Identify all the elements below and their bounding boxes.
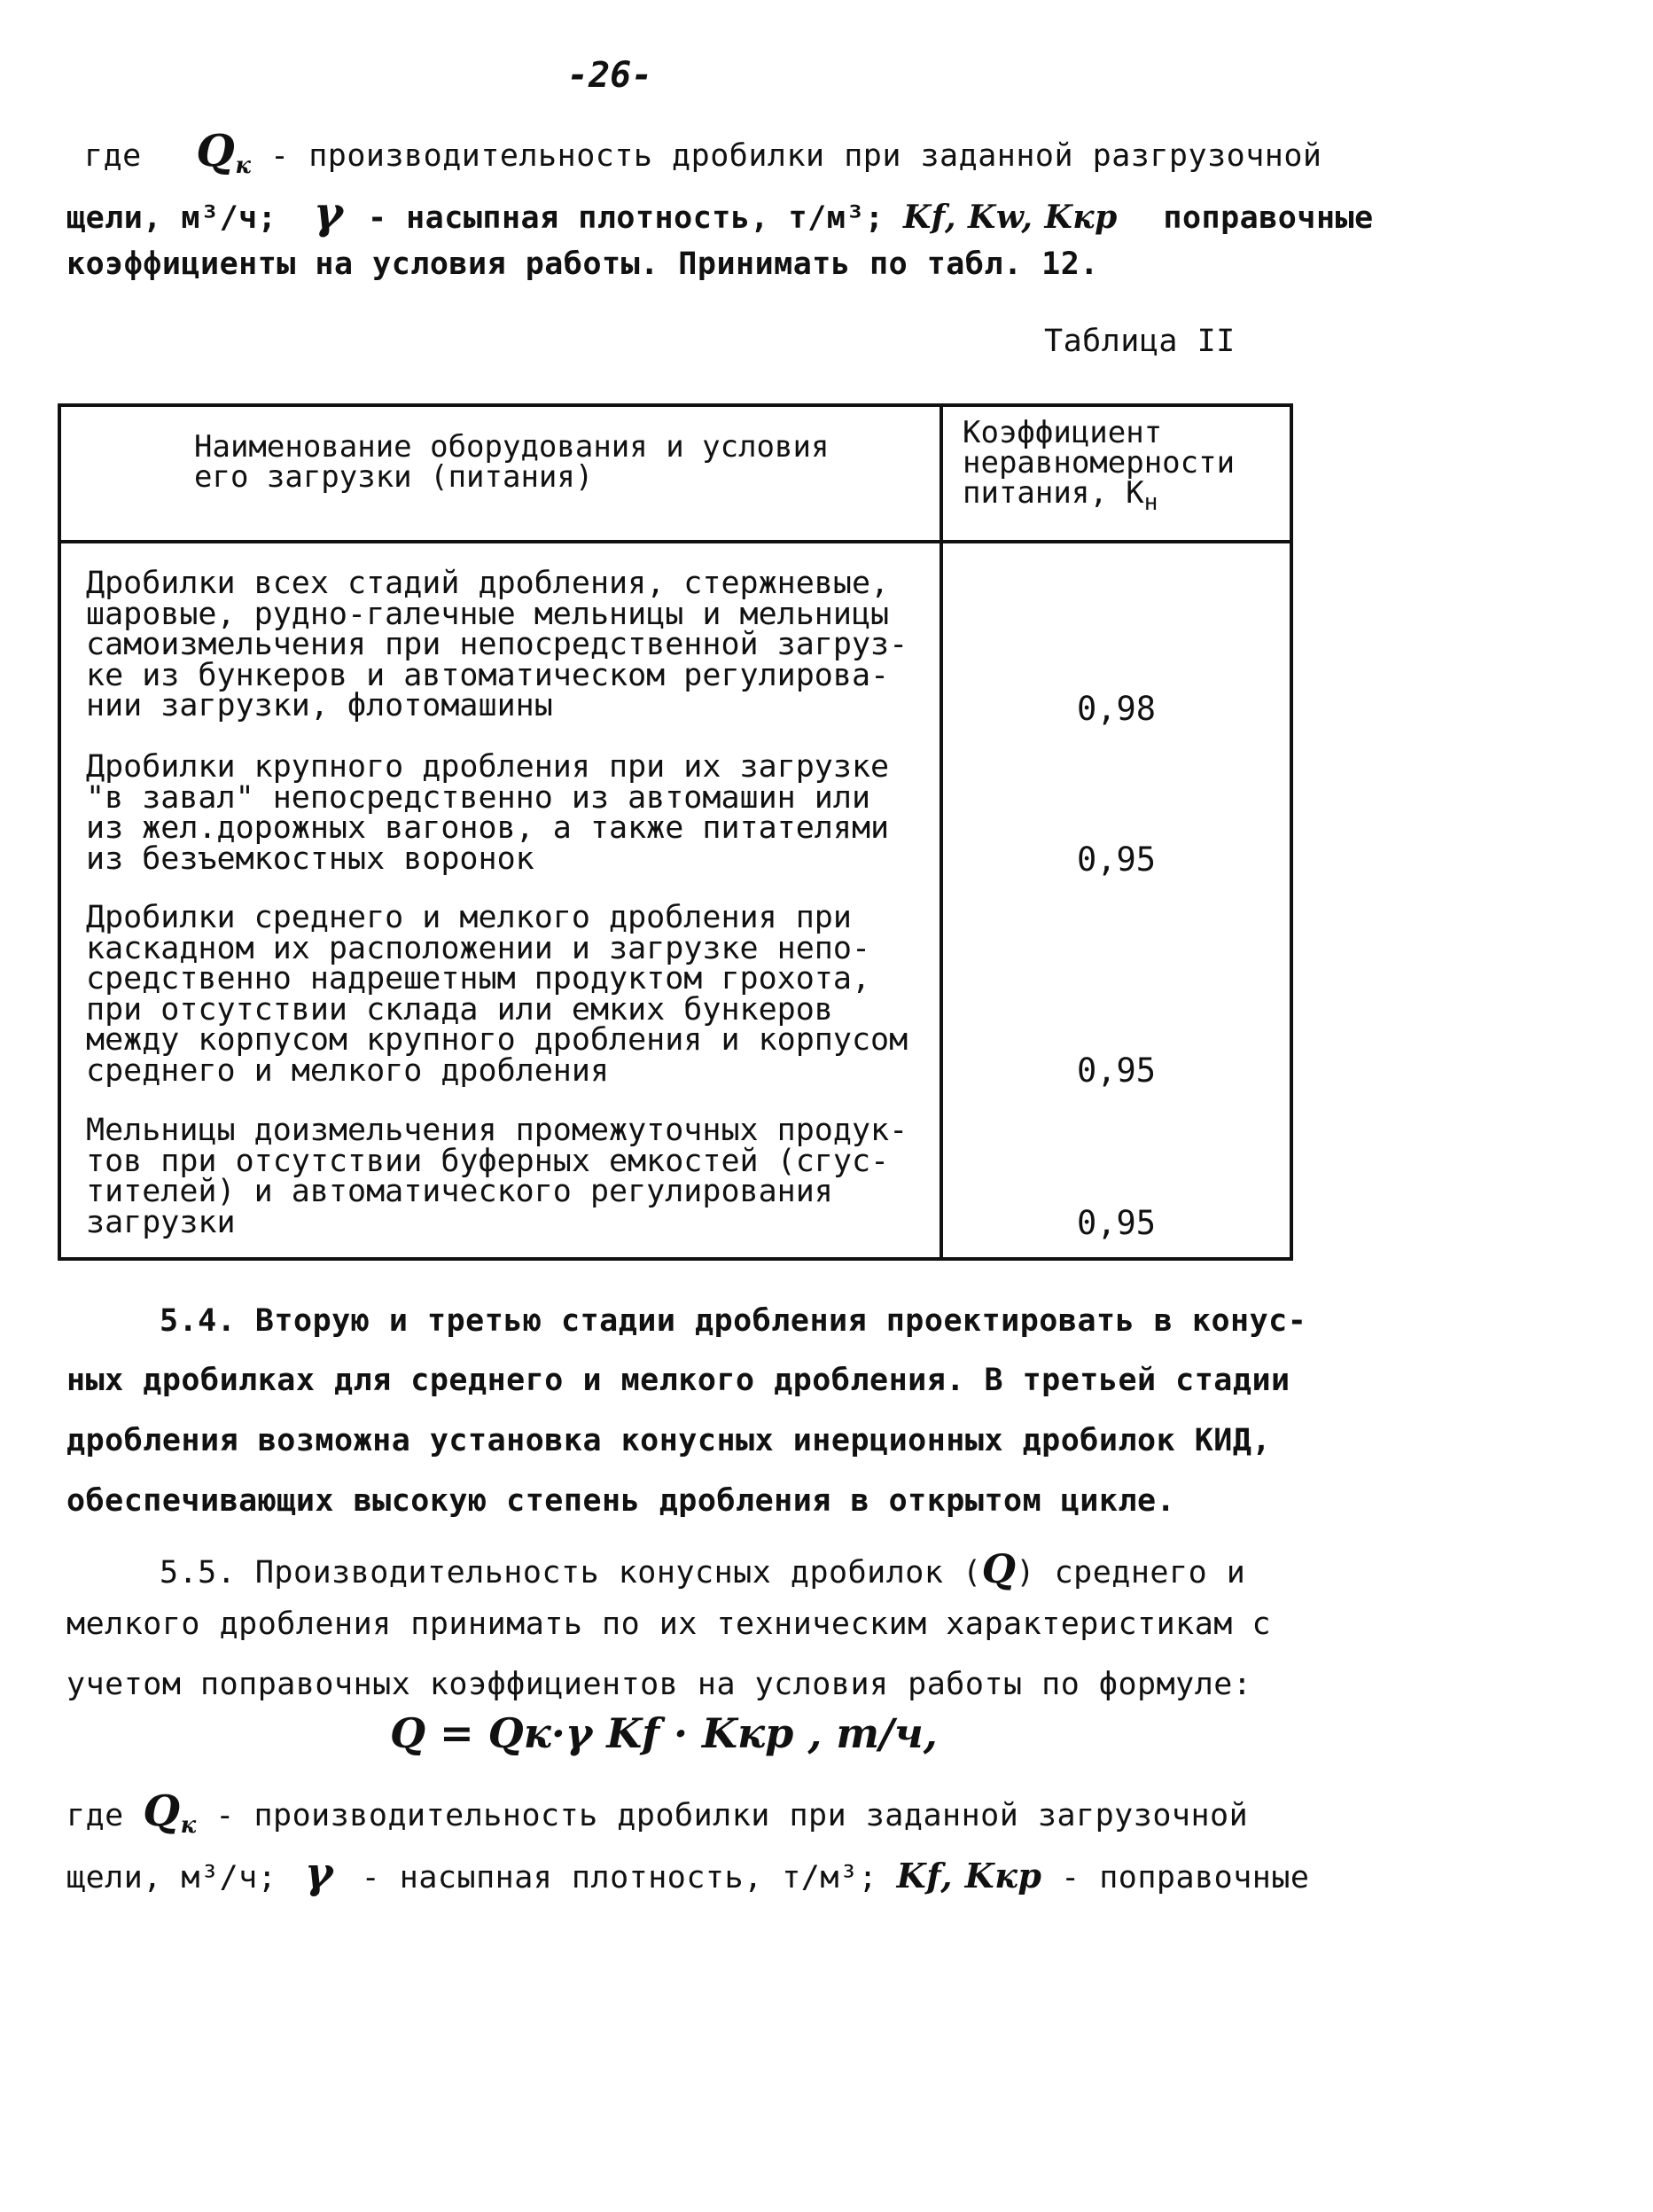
section-5-5-line-2: мелкого дробления принимать по их техническим характеристикам с <box>66 1606 1272 1642</box>
intro-line-3: коэффициенты на условия работы. Принимать по табл. 12. <box>66 246 1099 282</box>
table-row-3-text: Дробилки среднего и мелкого дробления при каскадном их расположении и загрузке непо- средственно надрешетным продуктом грохота, при отсутствии склада или емких бункеров между корпусом крупного дробления и корпусом среднего и мелкого дробления <box>86 900 908 1089</box>
symbol-q-2-subscript: к <box>180 1812 197 1839</box>
header-name-cell <box>59 405 941 542</box>
intro-line-1-text: - производительность дробилки при заданной разгрузочной <box>270 138 1322 174</box>
table-header-row <box>59 405 1291 542</box>
table-body-row <box>59 542 1291 1259</box>
table-11 <box>58 403 1293 1261</box>
symbol-q-2: Q <box>143 1786 181 1836</box>
body-text-column <box>59 542 941 1259</box>
intro-line-2-end: поправочные <box>1163 200 1374 236</box>
symbol-q: Q <box>196 124 236 176</box>
table-row-4-text: Мельницы доизмельчения промежуточных продук- тов при отсутствии буферных емкостей (сгус- тителей) и автоматического регулирования загрузки <box>86 1113 908 1240</box>
symbol-k-coefficients-2: Kf, Kкр <box>896 1856 1042 1895</box>
header-coef-cell <box>941 405 1291 542</box>
where-word: где <box>84 138 142 174</box>
table-row-2-text: Дробилки крупного дробления при их загрузке "в завал" непосредственно из автомашин или из жел.дорожных вагонов, а также питателями из безъемкостных воронок <box>86 749 890 877</box>
header-coef-wrap <box>943 407 1290 518</box>
intro-line-1 <box>84 124 1322 179</box>
section-5-4-line-3: дробления возможна установка конусных инерционных дробилок КИД, <box>66 1423 1272 1458</box>
section-5-4-line-1: 5.4. Вторую и третью стадии дробления проектировать в конус- <box>160 1303 1307 1339</box>
body-value-column <box>941 542 1291 1259</box>
capacity-formula: Q = Qк·γ Kf · Kкр , т/ч, <box>390 1709 938 1757</box>
table-row-1-text: Дробилки всех стадий дробления, стержневые, шаровые, рудно-галечные мельницы и мельницы самоизмельчения при непосредственной загруз- ке из бункеров и автоматическом регулирова- нии загрузки, флотомашины <box>86 566 908 723</box>
intro-line-2-mid: - насыпная плотность, т/м³; <box>367 200 885 236</box>
section-5-4-line-2: ных дробилках для среднего и мелкого дробления. В третьей стадии <box>66 1363 1290 1398</box>
header-name-text: Наименование оборудования и условия его загрузки (питания) <box>194 429 830 495</box>
section-5-5-line-1-b: ) среднего и <box>1016 1555 1246 1591</box>
header-coef-text: Коэффициент неравномерности питания, К <box>963 415 1236 511</box>
symbol-gamma: γ <box>313 186 344 238</box>
section-5-5-line-1 <box>160 1547 1245 1592</box>
section-5-5-line-5-mid: - насыпная плотность, т/м³; <box>361 1860 878 1895</box>
section-5-5-line-4 <box>66 1786 1248 1839</box>
intro-line-2-start: щели, м³/ч; <box>66 200 277 236</box>
header-coef-subscript: н <box>1143 489 1158 516</box>
section-5-4-line-4: обеспечивающих высокую степень дробления в открытом цикле. <box>66 1483 1176 1519</box>
page-number: -26- <box>567 55 653 96</box>
symbol-q-subscript: к <box>235 152 252 179</box>
intro-line-2 <box>66 186 1374 238</box>
table-caption: Таблица II <box>1044 324 1236 359</box>
section-5-5-line-5-end: - поправочные <box>1061 1860 1310 1895</box>
section-5-5-line-1-a: 5.5. Производительность конусных дробилок ( <box>160 1555 982 1591</box>
body-value-wrap <box>943 543 1290 1257</box>
table-row-4-value: 0,95 <box>1076 1204 1157 1242</box>
section-5-5-line-5-start: щели, м³/ч; <box>66 1860 277 1895</box>
symbol-q-capacity: Q <box>981 1547 1017 1592</box>
body-text-wrap <box>61 543 940 1257</box>
table-row-3-value: 0,95 <box>1076 1051 1157 1090</box>
section-5-5-line-3: учетом поправочных коэффициентов на условия работы по формуле: <box>66 1667 1252 1702</box>
where-word-2: где <box>66 1798 124 1833</box>
section-5-5-line-5 <box>66 1849 1310 1898</box>
symbol-gamma-2: γ <box>304 1849 334 1898</box>
section-5-5-line-4-text: - производительность дробилки при заданной загрузочной <box>215 1798 1249 1833</box>
table-row-1-value: 0,98 <box>1076 690 1157 728</box>
table-row-2-value: 0,95 <box>1076 840 1157 879</box>
symbol-k-coefficients: Kf, Kw, Kкр <box>903 199 1118 236</box>
